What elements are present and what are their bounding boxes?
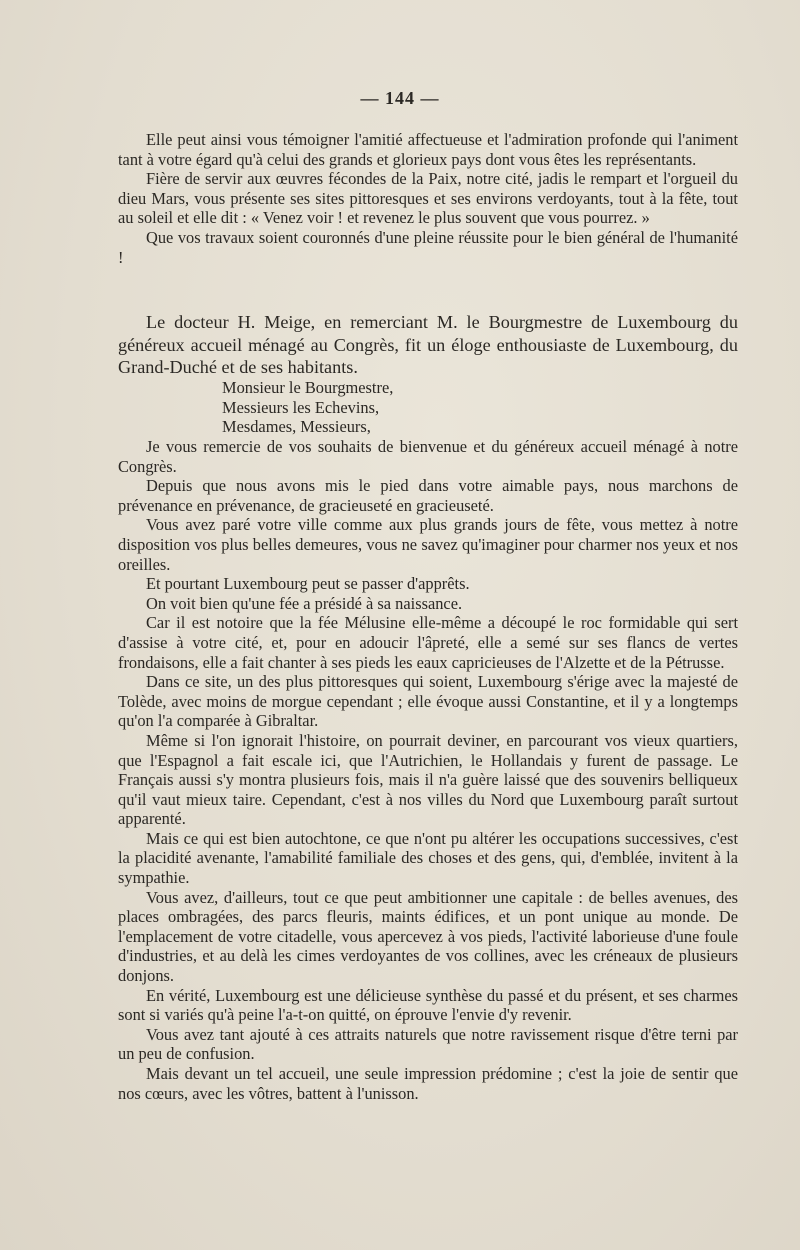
paragraph: Et pourtant Luxembourg peut se passer d'apprêts. xyxy=(146,574,470,594)
paragraph: Fière de servir aux œuvres fécondes de la Paix, notre cité, jadis le rempart et l'orgueil du dieu Mars, vous présente ses sites pittoresques et ses environs verdoyants, tout à la fête, tout au soleil et elle dit : « Venez voir ! et revenez le plus souvent que vous pourrez. » xyxy=(118,169,738,228)
paragraph: Mais devant un tel accueil, une seule impression prédomine ; c'est la joie de sentir que nos cœurs, avec les vôtres, battent à l'unisson. xyxy=(118,1064,738,1103)
paragraph: On voit bien qu'une fée a présidé à sa naissance. xyxy=(146,593,463,613)
speech-body xyxy=(118,437,738,1103)
letter-closing-section xyxy=(118,130,738,267)
paragraph: Que vos travaux soient couronnés d'une pleine réussite pour le bien général de l'humanité ! xyxy=(118,227,738,267)
paragraph: Vous avez, d'ailleurs, tout ce que peut ambitionner une capitale : de belles avenues, des places ombragées, des parcs fleuris, maints édifices, et un pont unique au monde. De l'emplacement de votre citadelle, vous apercevez à vos pieds, l'activité laborieuse d'une foule d'industries, et au delà les cimes verdoyantes de vos collines, avec les créneaux de plusieurs donjons. xyxy=(118,887,738,986)
salutation-line: Messieurs les Echevins, xyxy=(222,397,380,417)
paragraph: Car il est notoire que la fée Mélusine elle-même a découpé le roc formidable qui sert d'assise à votre cité, et, pour en adoucir l'âpreté, elle a semé sur ses flancs de vertes frondaisons, elle a fait chanter à ses pieds les eaux capricieuses de l'Alzette et de la Pétrusse. xyxy=(118,613,738,672)
narrative-paragraph xyxy=(118,311,738,379)
salutation-line: Mesdames, Messieurs, xyxy=(222,417,371,437)
salutation-line: Monsieur le Bourgmestre, xyxy=(222,378,394,397)
paragraph: Vous avez tant ajouté à ces attraits naturels que notre ravissement risque d'être terni par un peu de confusion. xyxy=(118,1024,738,1064)
paragraph: Je vous remercie de vos souhaits de bienvenue et du généreux accueil ménagé à notre Congrès. xyxy=(118,437,738,476)
paragraph: Vous avez paré votre ville comme aux plus grands jours de fête, vous mettez à notre disposition vos plus belles demeures, vous ne savez qu'imaginer pour charmer nos yeux et nos oreilles. xyxy=(118,515,738,574)
paragraph: Même si l'on ignorait l'histoire, on pourrait deviner, en parcourant vos vieux quartiers, que l'Espagnol a fait escale ici, que l'Autrichien, le Hollandais y furent de passage. Le Français aussi s'y montra plusieurs fois, mais il n'a guère laissé que des souvenirs belliqueux qu'il vaut mieux taire. Cependant, c'est à nos villes du Nord que Luxembourg paraît surtout apparenté. xyxy=(118,730,738,829)
paragraph: Mais ce qui est bien autochtone, ce que n'ont pu altérer les occupations successives, c'est la placidité avenante, l'amabilité familiale des choses et des gens, qui, d'emblée, invitent à la sympathie. xyxy=(118,828,738,888)
salutation xyxy=(222,378,393,437)
page-number: — 144 — xyxy=(360,88,440,108)
paragraph: Elle peut ainsi vous témoigner l'amitié affectueuse et l'admiration profonde qui l'animent tant à votre égard qu'à celui des grands et glorieux pays dont vous êtes les représentants. xyxy=(118,130,738,169)
paragraph: Depuis que nous avons mis le pied dans votre aimable pays, nous marchons de prévenance en prévenance, de gracieuseté en gracieuseté. xyxy=(118,476,738,515)
paragraph: Le docteur H. Meige, en remerciant M. le Bourgmestre de Luxembourg du généreux accueil ménagé au Congrès, fit un éloge enthousiaste de Luxembourg, du Grand-Duché et de ses habitants. xyxy=(118,312,738,378)
paragraph: Dans ce site, un des plus pittoresques qui soient, Luxembourg s'érige avec la majesté de Tolède, avec moins de morgue cependant ; elle évoque aussi Constantine, et il y a longtemps qu'on l'a comparée à Gibraltar. xyxy=(118,672,738,731)
paragraph: En vérité, Luxembourg est une délicieuse synthèse du passé et du présent, et ses charmes sont si variés qu'à peine l'a-t-on quitté, on éprouve l'envie d'y revenir. xyxy=(118,985,738,1025)
